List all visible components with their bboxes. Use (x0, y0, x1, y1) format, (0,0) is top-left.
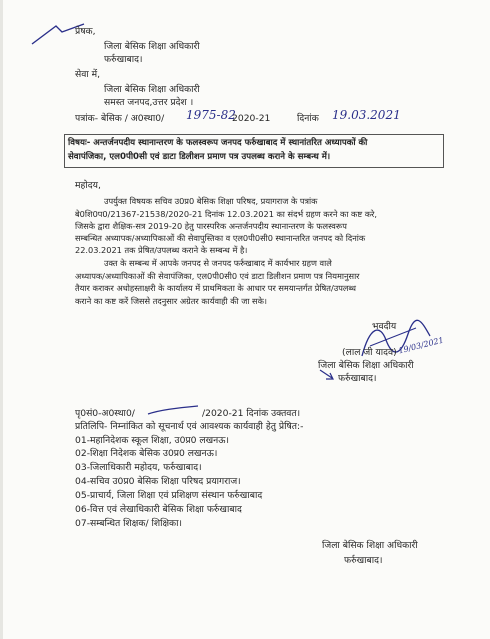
patrank-number: 1975-82 (186, 108, 236, 122)
copy-intro: प्रतिलिपि- निम्नांकित को सूचनार्थ एवं आवश्यक कार्यवाही हेतु प्रेषित:- (75, 421, 304, 432)
copy-ref-suffix: /2020-21 दिनांक उक्तवत। (202, 408, 301, 419)
para1-line: 22.03.2021 तक प्रेषित/उपलब्ध कराने के सम्बन्ध में है। (75, 245, 248, 255)
from-label: प्रेषक, (75, 26, 96, 37)
subject-line1: विषयः- अन्तर्जनपदीय स्थानान्तरण के फलस्वरूप जनपद फर्रुखाबाद में स्थानांतरित अध्यापकों की (68, 138, 368, 148)
date-value: 19.03.2021 (332, 108, 401, 122)
copy-list-item: 07-सम्बन्धित शिक्षक/ शिक्षिका। (75, 518, 182, 529)
to-line1: जिला बेसिक शिक्षा अधिकारी (104, 84, 200, 95)
copy-list-item: 01-महानिदेशक स्कूल शिक्षा, उ0प्र0 लखनऊ। (75, 435, 229, 446)
to-label: सेवा में, (75, 69, 101, 80)
copy-list-item: 04-सचिव उ0प्र0 बेसिक शिक्षा परिषद प्रयागराज। (75, 476, 241, 487)
signatory-name: (लाल जी यादव) (342, 347, 397, 358)
para1-line: बे0शि0प0/21367-21538/2020-21 दिनांक 12.03.2021 का संदर्भ ग्रहण करने का कष्ट करे, (75, 209, 377, 219)
from-line1: जिला बेसिक शिक्षा अधिकारी (104, 41, 200, 52)
from-line2: फर्रुखाबाद। (104, 54, 143, 65)
copy-list-item: 06-वित्त एवं लेखाधिकारी बेसिक शिक्षा फर्रुखाबाद (75, 504, 242, 515)
signatory-designation: जिला बेसिक शिक्षा अधिकारी (318, 360, 414, 371)
para2-line: तैयार कराकर अधोहस्ताक्षरी के कार्यालय में प्राथमिकता के आधार पर समयान्तर्गत प्रेषित/उपलब्ध (75, 283, 356, 293)
signature-date: 19/03/2021 (397, 335, 445, 356)
date-label: दिनांक (297, 113, 319, 124)
copy-list-item: 03-जिलाधिकारी महोदय, फर्रुखाबाद। (75, 462, 202, 473)
patrank-prefix: पत्रांक- बेसिक / अ0स्था0/ (75, 113, 165, 124)
footer-place: फर्रुखाबाद। (344, 555, 383, 566)
patrank-suffix: 2020-21 (232, 113, 271, 124)
para2-line: उक्त के सम्बन्ध में आपके जनपद से जनपद फर्रुखाबाद में कार्यभार ग्रहण वाले (104, 258, 332, 268)
para1-line: उपर्युक्त विषयक सचिव उ0प्र0 बेसिक शिक्षा परिषद, प्रयागराज के पत्रांक (104, 196, 318, 206)
page-edge (0, 0, 3, 639)
to-line2: समस्त जनपद,उत्तर प्रदेश । (104, 97, 194, 108)
copy-ref-prefix: पृ0सं0-अ0स्था0/ (75, 408, 135, 419)
handwritten-ref-stroke (146, 404, 202, 418)
subject-line2: सेवापंजिका, एल0पी0सी एवं डाटा डिलीशन प्रमाण पत्र उपलब्ध कराने के सम्बन्ध में। (68, 152, 331, 162)
closing-text: भवदीय (372, 321, 397, 332)
para2-line: कराने का कष्ट करें जिससे तदनुसार अग्रेतर कार्यवाही की जा सके। (75, 296, 267, 306)
footer-designation: जिला बेसिक शिक्षा अधिकारी (322, 540, 418, 551)
handwritten-arrow-mark (318, 368, 336, 382)
copy-list-item: 02-शिक्षा निदेशक बेसिक उ0प्र0 लखनऊ। (75, 448, 218, 459)
salutation: महोदय, (75, 180, 101, 191)
signatory-place: फर्रुखाबाद। (338, 373, 377, 384)
copy-list-item: 05-प्राचार्य, जिला शिक्षा एवं प्रशिक्षण संस्थान फर्रुखाबाद (75, 490, 263, 501)
para1-line: जिसके द्वारा शैक्षिक-सत्र 2019-20 हेतु पारस्परिक अन्तर्जनपदीय स्थानान्तरण के फलस्वरूप (75, 221, 347, 231)
para2-line: अध्यापक/अध्यापिकाओं की सेवापंजिका, एल0पी0सी0 एवं डाटा डिलीशन प्रमाण पत्र नियमानुसार (75, 271, 360, 281)
para1-line: सम्बन्धित अध्यापक/अध्यापिकाओं की सेवापुस्तिका व एल0पी0सी0 स्थानान्तरित जनपद को दिनांक (75, 233, 366, 243)
